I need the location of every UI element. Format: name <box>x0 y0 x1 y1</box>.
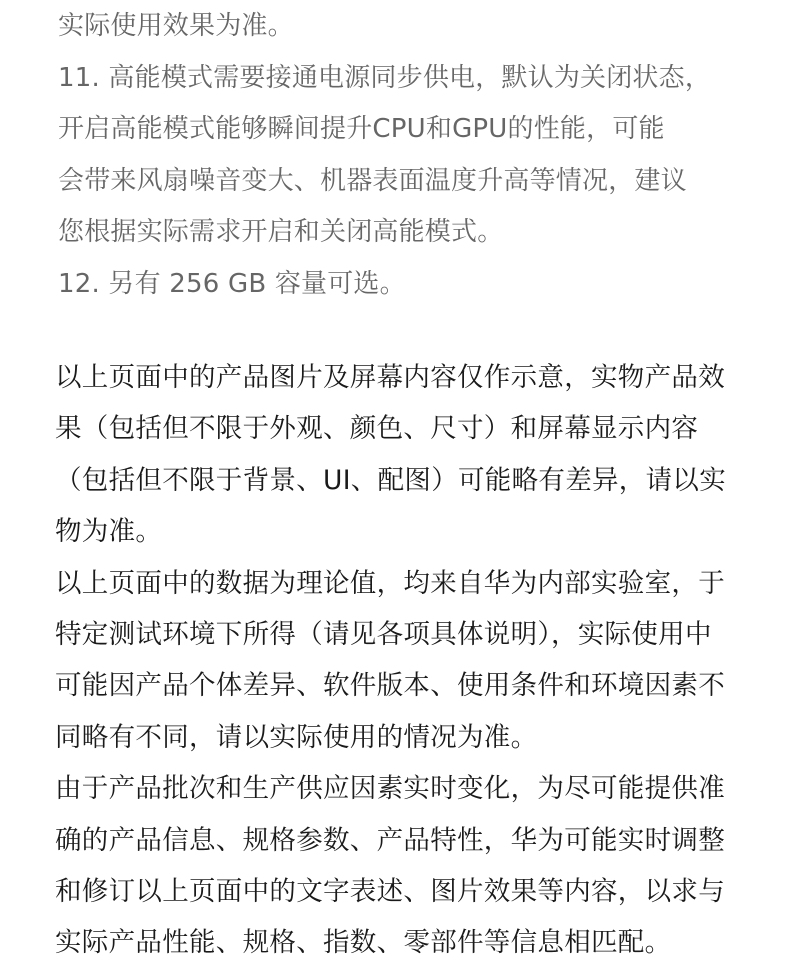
footnote-line: 开启高能模式能够瞬间提升CPU和GPU的性能，可能 <box>58 114 665 144</box>
footnotes-section <box>58 1 758 310</box>
disclaimer-line: 可能因产品个体差异、软件版本、使用条件和环境因素不 <box>55 670 725 702</box>
footnote-line: 实际使用效果为准。 <box>58 11 294 41</box>
disclaimer-line: 以上页面中的数据为理论值，均来自华为内部实验室，于 <box>55 567 725 599</box>
disclaimer-section <box>55 352 765 969</box>
disclaimer-line: 同略有不同，请以实际使用的情况为准。 <box>55 721 538 753</box>
disclaimer-line: （包括但不限于背景、UI、配图）可能略有差异，请以实 <box>55 464 727 496</box>
disclaimer-line: 由于产品批次和生产供应因素实时变化，为尽可能提供准 <box>55 773 725 805</box>
disclaimer-line: 物为准。 <box>55 516 163 548</box>
footnote-11-line: 11. 高能模式需要接通电源同步供电，默认为关闭状态， <box>58 62 712 93</box>
disclaimer-line: 和修订以上页面中的文字表述、图片效果等内容，以求与 <box>55 875 725 907</box>
disclaimer-line: 以上页面中的产品图片及屏幕内容仅作示意，实物产品效 <box>55 362 725 393</box>
footnote-line: 您根据实际需求开启和关闭高能模式。 <box>58 217 504 247</box>
disclaimer-line: 果（包括但不限于外观、颜色、尺寸）和屏幕显示内容 <box>55 413 699 445</box>
footnote-12-line: 12. 另有 256 GB 容量可选。 <box>58 268 406 299</box>
disclaimer-line: 实际产品性能、规格、指数、零部件等信息相匹配。 <box>55 927 672 959</box>
disclaimer-line: 特定测试环境下所得（请见各项具体说明），实际使用中 <box>55 618 712 650</box>
footnote-line: 会带来风扇噪音变大、机器表面温度升高等情况，建议 <box>58 165 687 196</box>
disclaimer-line: 确的产品信息、规格参数、产品特性，华为可能实时调整 <box>55 824 725 856</box>
